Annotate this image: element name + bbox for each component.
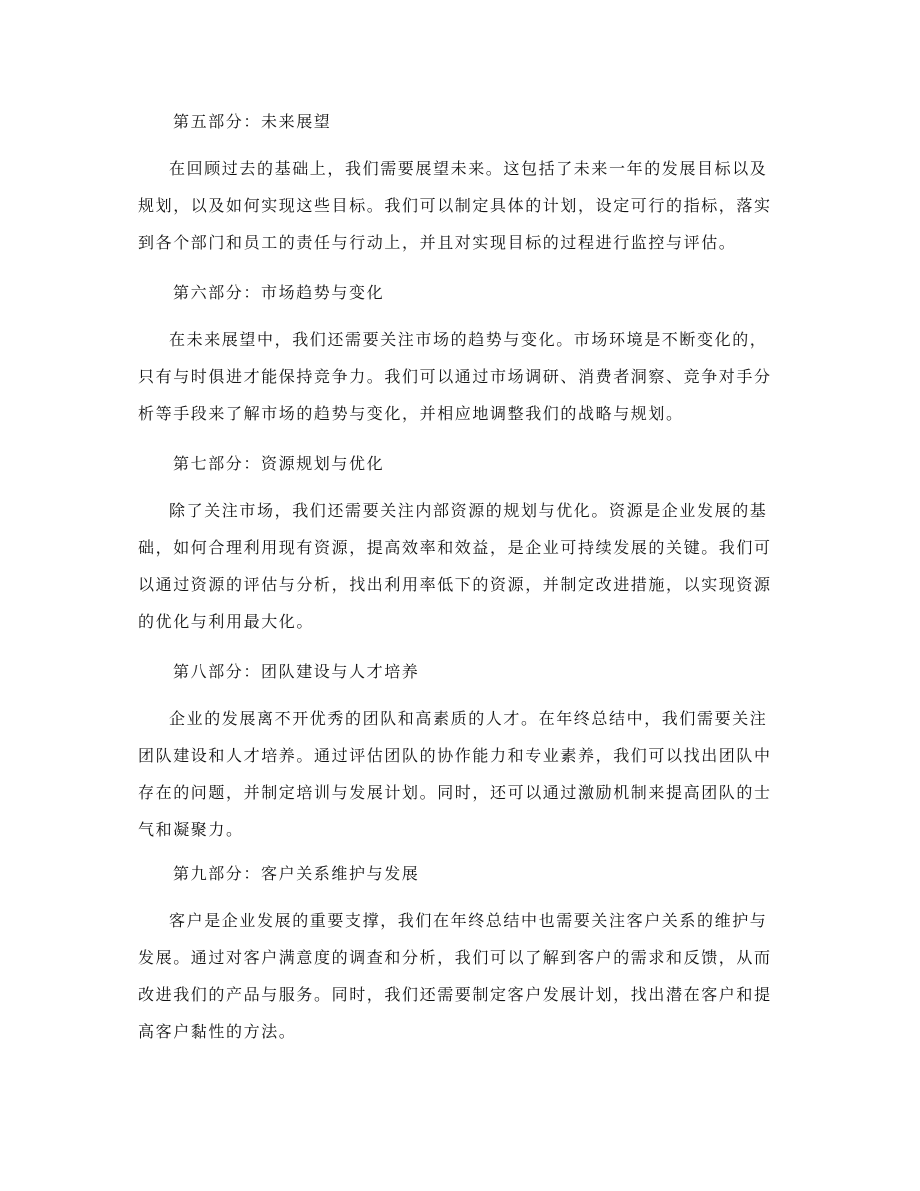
section-paragraph — [138, 700, 772, 848]
section-heading: 第九部分：客户关系维护与发展 — [173, 864, 420, 883]
paragraph-line: 气和凝聚力。 — [138, 820, 244, 839]
section-paragraph — [138, 321, 772, 432]
paragraph-line: 以通过资源的评估与分析，找出利用率低下的资源，并制定改进措施，以实现资源 — [138, 575, 772, 594]
section-heading: 第七部分：资源规划与优化 — [173, 454, 385, 473]
paragraph-line: 团队建设和人才培养。通过评估团队的协作能力和专业素养，我们可以找出团队中 — [138, 746, 772, 765]
section-heading: 第五部分：未来展望 — [173, 112, 332, 131]
section-paragraph — [138, 492, 772, 640]
paragraph-line: 只有与时俱进才能保持竞争力。我们可以通过市场调研、消费者洞察、竞争对手分 — [138, 367, 772, 386]
paragraph-line: 在回顾过去的基础上，我们需要展望未来。这包括了未来一年的发展目标以及 — [169, 159, 768, 178]
paragraph-line: 客户是企业发展的重要支撑，我们在年终总结中也需要关注客户关系的维护与 — [169, 911, 768, 930]
section-paragraph — [138, 902, 772, 1050]
section-heading: 第六部分：市场趋势与变化 — [173, 283, 385, 302]
paragraph-line: 除了关注市场，我们还需要关注内部资源的规划与优化。资源是企业发展的基 — [169, 501, 768, 520]
paragraph-line: 规划，以及如何实现这些目标。我们可以制定具体的计划，设定可行的指标，落实 — [138, 196, 772, 215]
paragraph-line: 企业的发展离不开优秀的团队和高素质的人才。在年终总结中，我们需要关注 — [169, 709, 768, 728]
section-paragraph — [138, 150, 772, 261]
paragraph-line: 存在的问题，并制定培训与发展计划。同时，还可以通过激励机制来提高团队的士 — [138, 783, 772, 802]
paragraph-line: 到各个部门和员工的责任与行动上，并且对实现目标的过程进行监控与评估。 — [138, 233, 737, 252]
paragraph-line: 发展。通过对客户满意度的调查和分析，我们可以了解到客户的需求和反馈，从而 — [138, 948, 772, 967]
paragraph-line: 的优化与利用最大化。 — [138, 612, 315, 631]
section-heading: 第八部分：团队建设与人才培养 — [173, 662, 420, 681]
paragraph-line: 在未来展望中，我们还需要关注市场的趋势与变化。市场环境是不断变化的， — [169, 330, 768, 349]
paragraph-line: 改进我们的产品与服务。同时，我们还需要制定客户发展计划，找出潜在客户和提 — [138, 985, 772, 1004]
paragraph-line: 高客户黏性的方法。 — [138, 1022, 297, 1041]
paragraph-line: 析等手段来了解市场的趋势与变化，并相应地调整我们的战略与规划。 — [138, 404, 684, 423]
paragraph-line: 础，如何合理利用现有资源，提高效率和效益，是企业可持续发展的关键。我们可 — [138, 538, 772, 557]
